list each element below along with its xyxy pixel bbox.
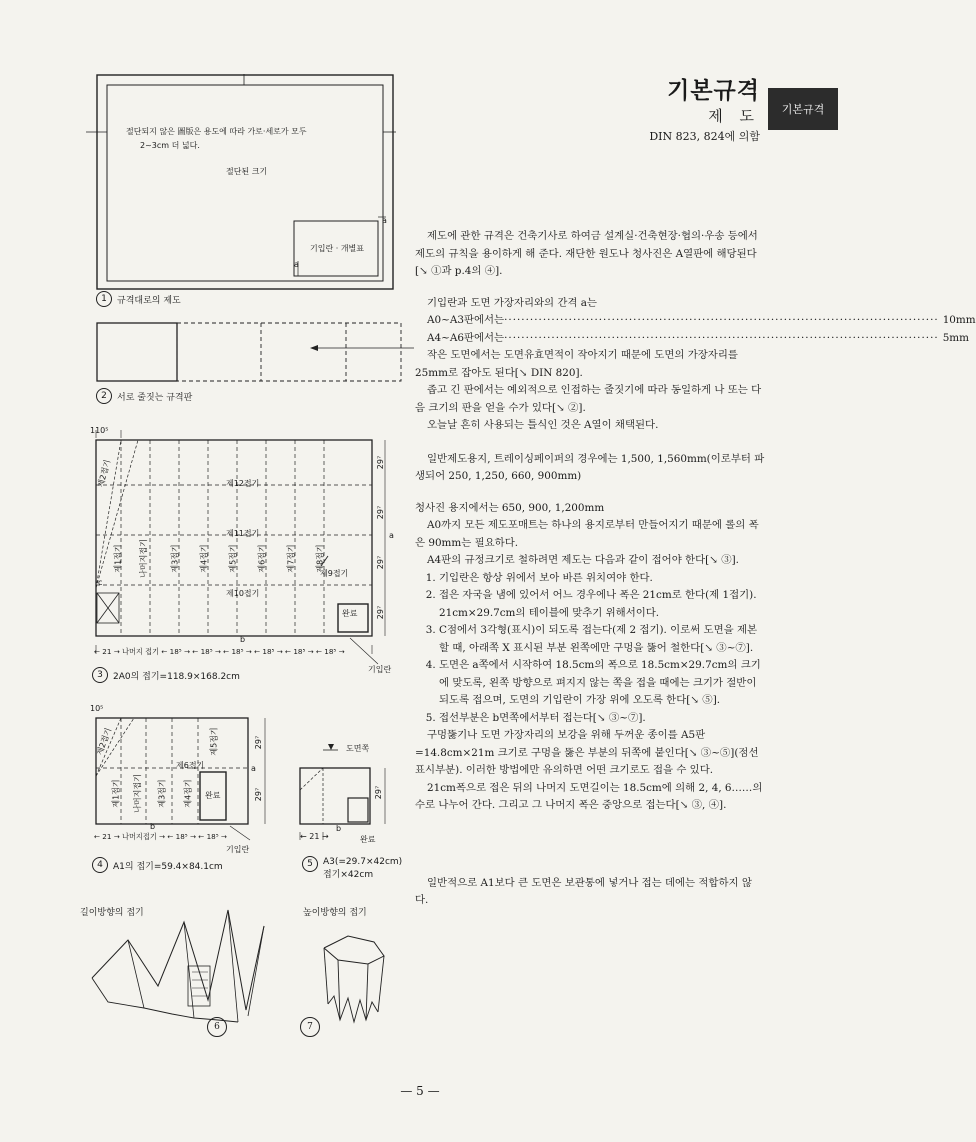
margin-row-a4-a6-dots: ····································································································· (504, 331, 939, 344)
fig3-fold-10: 제10접기 (226, 589, 260, 598)
figure-6-number (207, 1014, 227, 1037)
figure-7 (318, 926, 388, 1026)
fig1-number: 1 (96, 291, 112, 307)
fig6-caption-text: 길이방향의 접기 (80, 908, 144, 918)
figure-2-caption (96, 388, 192, 404)
folding-step: 2. 접은 자국을 냄에 있어서 어느 경우에나 폭은 21cm로 한다(제 1접기). 21cm×29.7cm의 테이블에 맞추기 위해서이다. (439, 587, 765, 622)
figure-7-drawing (318, 926, 388, 1026)
fig3-top-dim: 110⁵ (90, 426, 109, 435)
paragraph-7: 청사진 용지에서는 650, 900, 1,200mm (415, 501, 605, 514)
fig1-note-line1: 절단되지 않은 圖版은 용도에 따라 가로·세로가 모두 (126, 127, 307, 136)
paragraph-12: 일반적으로 A1보다 큰 도면은 보관통에 넣거나 접는 데에는 적합하지 않다. (415, 876, 752, 906)
margin-row-a0-a3-value: 10mm (942, 314, 976, 326)
figure-5 (290, 740, 400, 850)
margin-row-a4-a6-label: A4~A6판에서는 (427, 331, 505, 344)
figure-4 (80, 706, 280, 856)
fig3-fold-rest: 나머지접기 (138, 539, 148, 578)
fig5-complete: 완료 (360, 835, 376, 844)
fig5-number: 5 (302, 856, 318, 872)
figure-1-caption (96, 291, 181, 307)
fig5-drawing-side: 도면쪽 (346, 744, 370, 753)
standard-reference: DIN 823, 824에 의함 (649, 130, 760, 143)
fig3-right-dim-1: 29⁷ (376, 455, 386, 470)
fig5-label-b: b (336, 824, 342, 833)
margin-row-a4-a6-value: 5mm (942, 331, 970, 344)
fig4-fold-5: 제5접기 (209, 727, 219, 756)
fig4-label-a: a (251, 764, 256, 773)
fig1-margin-a: a (382, 216, 387, 225)
fig2-number: 2 (96, 388, 112, 404)
figure-3 (80, 428, 410, 678)
paragraph-8: A0까지 모든 제도포매트는 하나의 용지로부터 만들어지기 때문에 롤의 폭은 90mm는 필요하다. (415, 519, 759, 549)
page-number: — 5 — (400, 1084, 440, 1098)
fig4-top-dim: 10⁵ (90, 704, 104, 713)
fig5-bottom-dim: ← 21 → (300, 832, 329, 841)
fig3-fold-11: 제11접기 (226, 529, 260, 538)
paragraph-4: 좁고 긴 판에서는 예외적으로 인접하는 줄짓기에 따라 동일하게 나 또는 다음 크기의 판을 얻을 수가 있다[↘ ②]. (415, 384, 762, 414)
fig1-title-block-label: 기입란 · 개별표 (310, 244, 364, 253)
fig3-fold-4: 제4접기 (199, 544, 209, 573)
fig4-fold-2: 제2접기 (95, 726, 114, 757)
paragraph-1: 제도에 관한 규격은 건축기사로 하여금 설계실·건축현장·협의·우송 등에서 제도의 규칙을 용이하게 해 준다. 재단한 원도나 청사진은 A열판에 해당된다[↘ ①과 p.4의 ④]. (415, 230, 758, 277)
body-text (415, 228, 976, 910)
paragraph-6: 일반제도용지, 트레이싱페이퍼의 경우에는 1,500, 1,560mm(이로부터 파생되어 250, 1,250, 660, 900mm) (415, 452, 765, 482)
fig3-caption-text: 2A0의 접기=118.9×168.2cm (113, 671, 240, 682)
figure-7-number (300, 1014, 320, 1037)
figure-1-drawing (96, 74, 396, 292)
fig4-fold-6: 제6접기 (176, 761, 205, 770)
paragraph-5: 오늘날 흔히 사용되는 틀식인 것은 A열이 채택된다. (427, 419, 659, 431)
figure-1 (96, 74, 396, 292)
fig3-fold-7: 제7접기 (286, 544, 296, 573)
fig3-complete: 완료 (342, 609, 358, 618)
fig4-fold-3: 제3접기 (157, 779, 167, 808)
fig5-right-dim: 29⁷ (374, 785, 384, 800)
fig7-number: 7 (300, 1017, 320, 1037)
fig5-caption-line1: A3(=29.7×42cm) (323, 857, 403, 867)
folding-step: 3. C점에서 3각형(표시)이 되도록 접는다(제 2 접기). 이로써 도면을 제본할 때, 아래쪽 X 표시된 부분 왼쪽에만 구멍을 뚫어 철한다[↘ ③~⑦]. (439, 622, 765, 657)
fig4-fold-rest: 나머지접기 (132, 774, 142, 813)
figure-6 (88, 890, 278, 1030)
fig3-fold-8: 제8접기 (315, 544, 325, 573)
fig3-fold-6: 제6접기 (257, 544, 267, 573)
fig2-caption-text: 서로 줄짓는 규격판 (117, 392, 193, 403)
fig1-margin-a-inner: a (294, 260, 299, 269)
folding-step: 4. 도면은 a쪽에서 시작하여 18.5cm의 폭으로 18.5cm×29.7cm의 크기에 맞도록, 왼쪽 방향으로 펴지지 않는 쪽을 접을 때에는 크기가 절반이 되도록 접으며, 도면의 기입란이 가장 위에 오도록 한다[↘ ⑤]. (439, 657, 765, 710)
paragraph-11: 21cm폭으로 접은 뒤의 나머지 도면길이는 18.5cm에 의해 2, 4, 6……의 수로 나누어 간다. 그리고 그 나머지 폭은 중앙으로 접는다[↘ ③, ④]. (415, 781, 763, 811)
fig3-fold-1: 제1접기 (113, 544, 123, 573)
fig3-title-block-label: 기입란 (368, 665, 392, 674)
fig1-caption-text: 규격대로의 제도 (117, 295, 181, 306)
fig3-fold-3: 제3접기 (170, 544, 180, 573)
fig7-caption-text: 높이방향의 접기 (303, 908, 367, 918)
fig4-fold-1: 제1접기 (111, 779, 121, 808)
folding-step: 1. 기입란은 항상 위에서 보아 바른 위치여야 한다. (439, 570, 765, 588)
fig4-right-dim-2: 29⁷ (254, 787, 264, 802)
paragraph-2-intro: 기입란과 도면 가장자리와의 간격 a는 (427, 296, 597, 309)
fig3-number: 3 (92, 667, 108, 683)
fig4-title-block-label: 기입란 (226, 845, 250, 854)
fig3-right-dim-2: 29⁷ (376, 505, 386, 520)
page-subtitle: 제 도 (708, 107, 760, 125)
paragraph-9: A4판의 규정크기로 철하려면 제도는 다음과 같이 접어야 한다[↘ ③]. (427, 554, 739, 566)
fig3-fold-12: 제12접기 (226, 479, 260, 488)
fig3-label-a: a (389, 531, 394, 540)
fig1-note-line2: 2~3cm 더 넓다. (140, 141, 200, 150)
fig3-label-c: c (98, 578, 103, 587)
fig3-fold-2: 제2접기 (96, 458, 113, 489)
fig3-fold-5: 제5접기 (228, 544, 238, 573)
fig4-fold-4: 제4접기 (183, 779, 193, 808)
fig4-label-b: b (150, 822, 156, 831)
fig4-right-dim-1: 29⁷ (254, 735, 264, 750)
fig4-number: 4 (92, 857, 108, 873)
fig3-fold-9: 제9접기 (320, 569, 349, 578)
figure-3-caption (92, 667, 240, 683)
paragraph-3: 작은 도면에서는 도면유효면적이 작아지기 때문에 도면의 가장자리를 25mm로 잡아도 된다[↘ DIN 820]. (415, 349, 738, 379)
fig5-caption-line2: 접기×42cm (323, 870, 374, 880)
figure-4-caption (92, 857, 223, 873)
margin-row-a0-a3 (415, 312, 976, 330)
folding-steps (415, 570, 765, 728)
fig6-number: 6 (207, 1017, 227, 1037)
margin-row-a4-a6 (415, 330, 970, 348)
fig3-right-dim-4: 29⁷ (376, 605, 386, 620)
fig4-complete: 완료 (205, 791, 221, 800)
fig4-caption-text: A1의 접기=59.4×84.1cm (113, 861, 223, 872)
fig4-bottom-dims: ← 21 → 나머지접기 → ← 18⁵ → ← 18⁵ → (94, 832, 227, 841)
margin-row-a0-a3-dots: ····································································································· (504, 314, 939, 326)
side-tab: 기본규격 (768, 88, 838, 130)
fig3-right-dim-3: 29⁷ (376, 555, 386, 570)
figure-5-caption (302, 856, 402, 882)
page-title: 기본규격 (667, 77, 760, 104)
paragraph-10: 구멍뚫기나 도면 가장자리의 보강을 위해 두꺼운 종이를 A5판=14.8cm×21m 크기로 구멍을 뚫은 부분의 뒤쪽에 붙인다[↘ ③~⑤](점선표시부분). 이러한 방법에만 유의하면 어떤 크기로도 접을 수 있다. (415, 729, 759, 776)
figure-6-drawing (88, 890, 278, 1030)
margin-row-a0-a3-label: A0~A3판에서는 (427, 314, 505, 326)
figure-2 (96, 320, 416, 386)
folding-step: 5. 접선부분은 b면쪽에서부터 접는다[↘ ③~⑦]. (439, 710, 765, 728)
fig1-cut-size-label: 절단된 크기 (226, 167, 268, 176)
fig3-label-b: b (240, 635, 246, 644)
fig3-bottom-dims: ← 21 → 나머지 접기 ← 18⁵ → ← 18⁵ → ← 18⁵ → ← 18⁵ → ← 18⁵ → ← 18⁵ → (94, 647, 345, 656)
figure-2-drawing (96, 320, 416, 386)
